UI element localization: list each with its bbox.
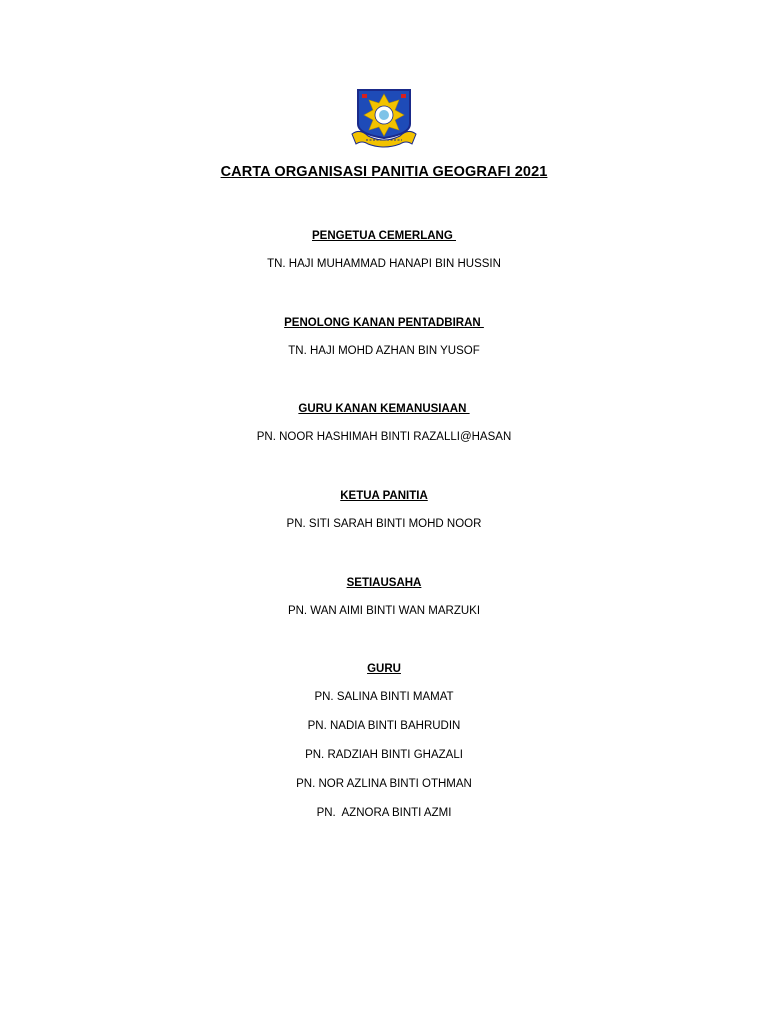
role-heading: SETIAUSAHA [346, 577, 422, 589]
person-name: PN. RADZIAH BINTI GHAZALI [305, 749, 463, 761]
section-pengetua [0, 229, 768, 271]
role-heading: KETUA PANITIA [340, 490, 428, 502]
person-name: PN. SITI SARAH BINTI MOHD NOOR [286, 518, 482, 530]
section-ketua-panitia [0, 489, 768, 531]
person-name: PN. NADIA BINTI BAHRUDIN [307, 720, 461, 732]
person-name: PN. NOOR HASHIMAH BINTI RAZALLI@HASAN [256, 431, 512, 443]
person-name: PN. AZNORA BINTI AZMI [316, 807, 452, 819]
school-crest-icon [350, 88, 418, 150]
person-name: PN. WAN AIMI BINTI WAN MARZUKI [287, 605, 481, 617]
section-guru [0, 662, 768, 820]
section-guru-kanan [0, 402, 768, 444]
role-heading: PENOLONG KANAN PENTADBIRAN [284, 317, 484, 329]
role-heading: PENGETUA CEMERLANG [312, 230, 456, 242]
person-name: PN. SALINA BINTI MAMAT [314, 691, 454, 703]
section-penolong-kanan [0, 316, 768, 358]
person-name: PN. NOR AZLINA BINTI OTHMAN [296, 778, 472, 790]
role-heading: GURU [367, 663, 401, 675]
section-setiausaha [0, 576, 768, 618]
person-name: TN. HAJI MOHD AZHAN BIN YUSOF [288, 345, 480, 357]
role-heading: GURU KANAN KEMANUSIAAN [298, 403, 470, 415]
person-name: TN. HAJI MUHAMMAD HANAPI BIN HUSSIN [267, 258, 501, 270]
document-title: CARTA ORGANISASI PANITIA GEOGRAFI 2021 [220, 164, 548, 180]
